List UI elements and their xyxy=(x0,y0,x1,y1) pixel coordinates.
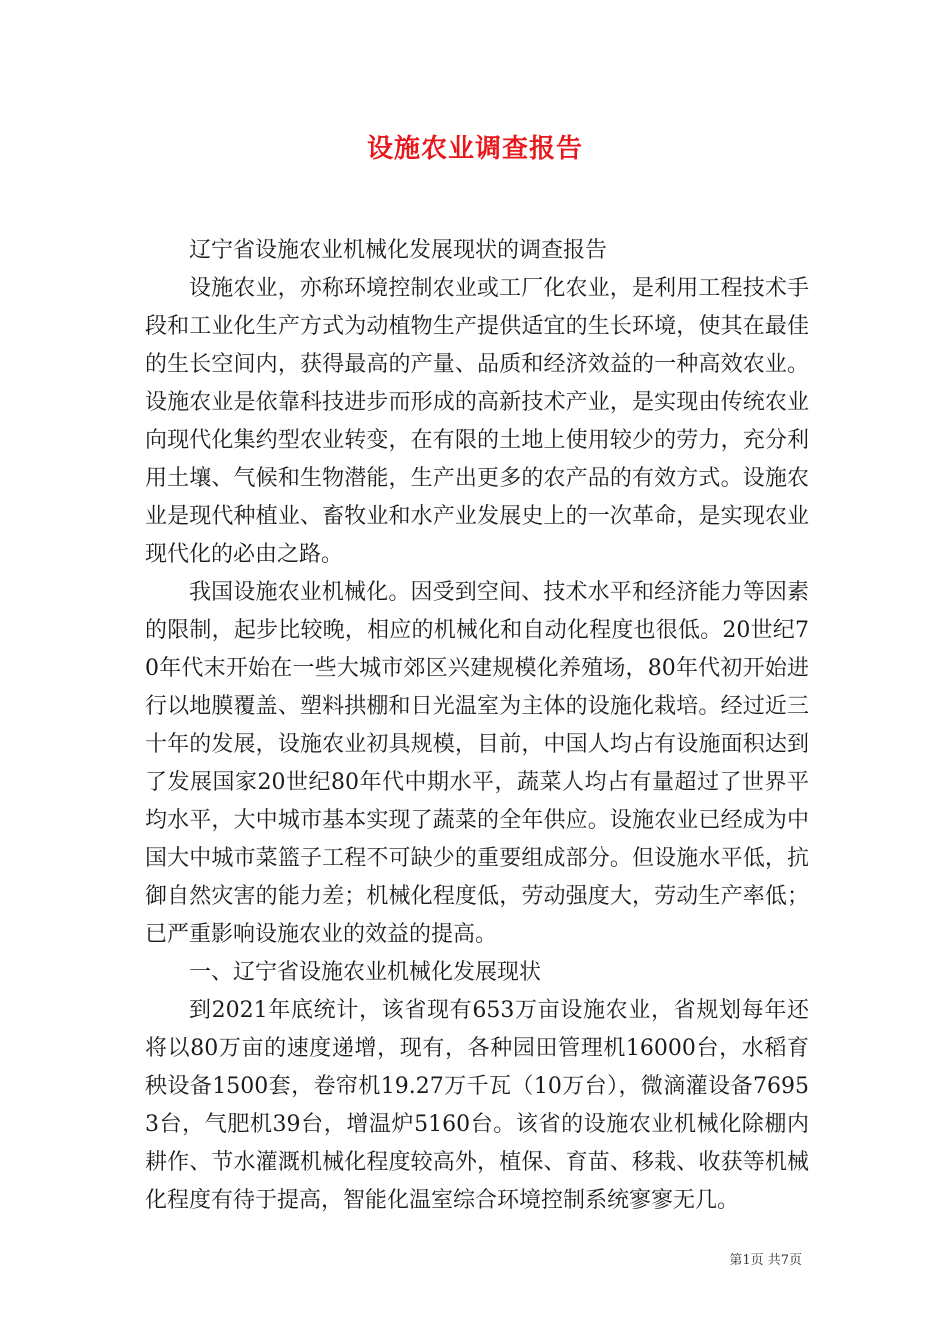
document-body xyxy=(145,232,809,1220)
body-paragraph: 到2021年底统计，该省现有653万亩设施农业，省规划每年还将以80万亩的速度递增，现有，各种园田管理机16000台，水稻育秧设备1500套，卷帘机19.27万千瓦（10万台），微滴灌设备76953台，气肥机39台，增温炉5160台。该省的设施农业机械化除棚内耕作、节水灌溉机械化程度较高外，植保、育苗、移栽、收获等机械化程度有待于提高，智能化温室综合环境控制系统寥寥无几。 xyxy=(145,998,809,1213)
page-number: 第1页 共7页 xyxy=(729,1253,802,1268)
subtitle-paragraph: 辽宁省设施农业机械化发展现状的调查报告 xyxy=(189,238,608,263)
body-paragraph: 设施农业，亦称环境控制农业或工厂化农业，是利用工程技术手段和工业化生产方式为动植物生产提供适宜的生长环境，使其在最佳的生长空间内，获得最高的产量、品质和经济效益的一种高效农业。设施农业是依靠科技进步而形成的高新技术产业，是实现由传统农业向现代化集约型农业转变，在有限的土地上使用较少的劳力，充分利用土壤、气候和生物潜能，生产出更多的农产品的有效方式。设施农业是现代种植业、畜牧业和水产业发展史上的一次革命，是实现农业现代化的必由之路。 xyxy=(145,276,809,567)
document-title: 设施农业调查报告 xyxy=(366,134,583,164)
section-heading: 一、辽宁省设施农业机械化发展现状 xyxy=(189,960,542,985)
body-paragraph: 我国设施农业机械化。因受到空间、技术水平和经济能力等因素的限制，起步比较晚，相应的机械化和自动化程度也很低。20世纪70年代末开始在一些大城市郊区兴建规模化养殖场，80年代初开始进行以地膜覆盖、塑料拱棚和日光温室为主体的设施化栽培。经过近三十年的发展，设施农业初具规模，目前，中国人均占有设施面积达到了发展国家20世纪80年代中期水平，蔬菜人均占有量超过了世界平均水平，大中城市基本实现了蔬菜的全年供应。设施农业已经成为中国大中城市菜篮子工程不可缺少的重要组成部分。但设施水平低，抗御自然灾害的能力差；机械化程度低，劳动强度大，劳动生产率低；已严重影响设施农业的效益的提高。 xyxy=(145,580,809,947)
